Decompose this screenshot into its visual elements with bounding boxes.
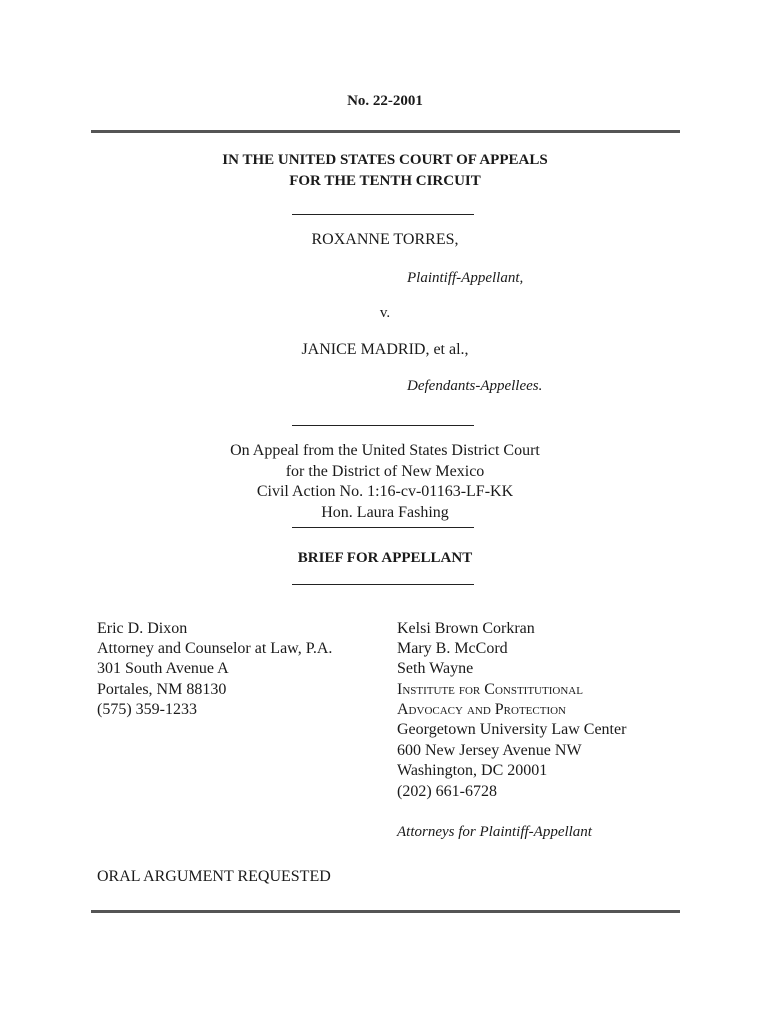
versus: v. — [379, 305, 391, 321]
appeal-line-4: Hon. Laura Fashing — [321, 504, 449, 521]
court-line-2: FOR THE TENTH CIRCUIT — [289, 173, 481, 189]
defendant-name: JANICE MADRID, et al., — [301, 341, 469, 358]
right-counsel-name-2: Mary B. McCord — [397, 640, 508, 657]
left-counsel-street: 301 South Avenue A — [97, 660, 229, 677]
top-rule — [91, 130, 680, 133]
case-number: No. 22-2001 — [347, 93, 423, 109]
appeal-line-3: Civil Action No. 1:16-cv-01163-LF-KK — [256, 483, 514, 500]
court-line-1: IN THE UNITED STATES COURT OF APPEALS — [222, 152, 548, 168]
left-counsel-phone: (575) 359-1233 — [97, 701, 197, 718]
right-counsel-address-2: 600 New Jersey Avenue NW — [397, 742, 582, 759]
plaintiff-role: Plaintiff-Appellant, — [407, 270, 524, 286]
right-counsel-name-3: Seth Wayne — [397, 660, 474, 677]
bottom-rule — [91, 910, 680, 913]
attorneys-for: Attorneys for Plaintiff-Appellant — [397, 824, 592, 840]
rule-after-court — [292, 214, 474, 215]
appeal-line-1: On Appeal from the United States District Court — [230, 442, 540, 459]
rule-after-appeal — [292, 527, 474, 528]
oral-argument-requested: ORAL ARGUMENT REQUESTED — [97, 868, 331, 885]
rule-after-title — [292, 584, 474, 585]
appeal-line-2: for the District of New Mexico — [285, 463, 485, 480]
right-counsel-phone: (202) 661-6728 — [397, 783, 497, 800]
right-counsel-address-1: Georgetown University Law Center — [397, 721, 627, 738]
defendant-role: Defendants-Appellees. — [407, 378, 543, 394]
right-counsel-name-1: Kelsi Brown Corkran — [397, 620, 535, 637]
left-counsel-city: Portales, NM 88130 — [97, 681, 227, 698]
brief-title: BRIEF FOR APPELLANT — [297, 550, 473, 566]
institute-line-1: Institute for Constitutional — [397, 681, 583, 698]
institute-line-2: Advocacy and Protection — [397, 701, 567, 718]
right-counsel-address-3: Washington, DC 20001 — [397, 762, 548, 779]
left-counsel-firm: Attorney and Counselor at Law, P.A. — [97, 640, 333, 657]
left-counsel-name: Eric D. Dixon — [97, 620, 188, 637]
rule-after-parties — [292, 425, 474, 426]
plaintiff-name: ROXANNE TORRES, — [311, 231, 459, 248]
